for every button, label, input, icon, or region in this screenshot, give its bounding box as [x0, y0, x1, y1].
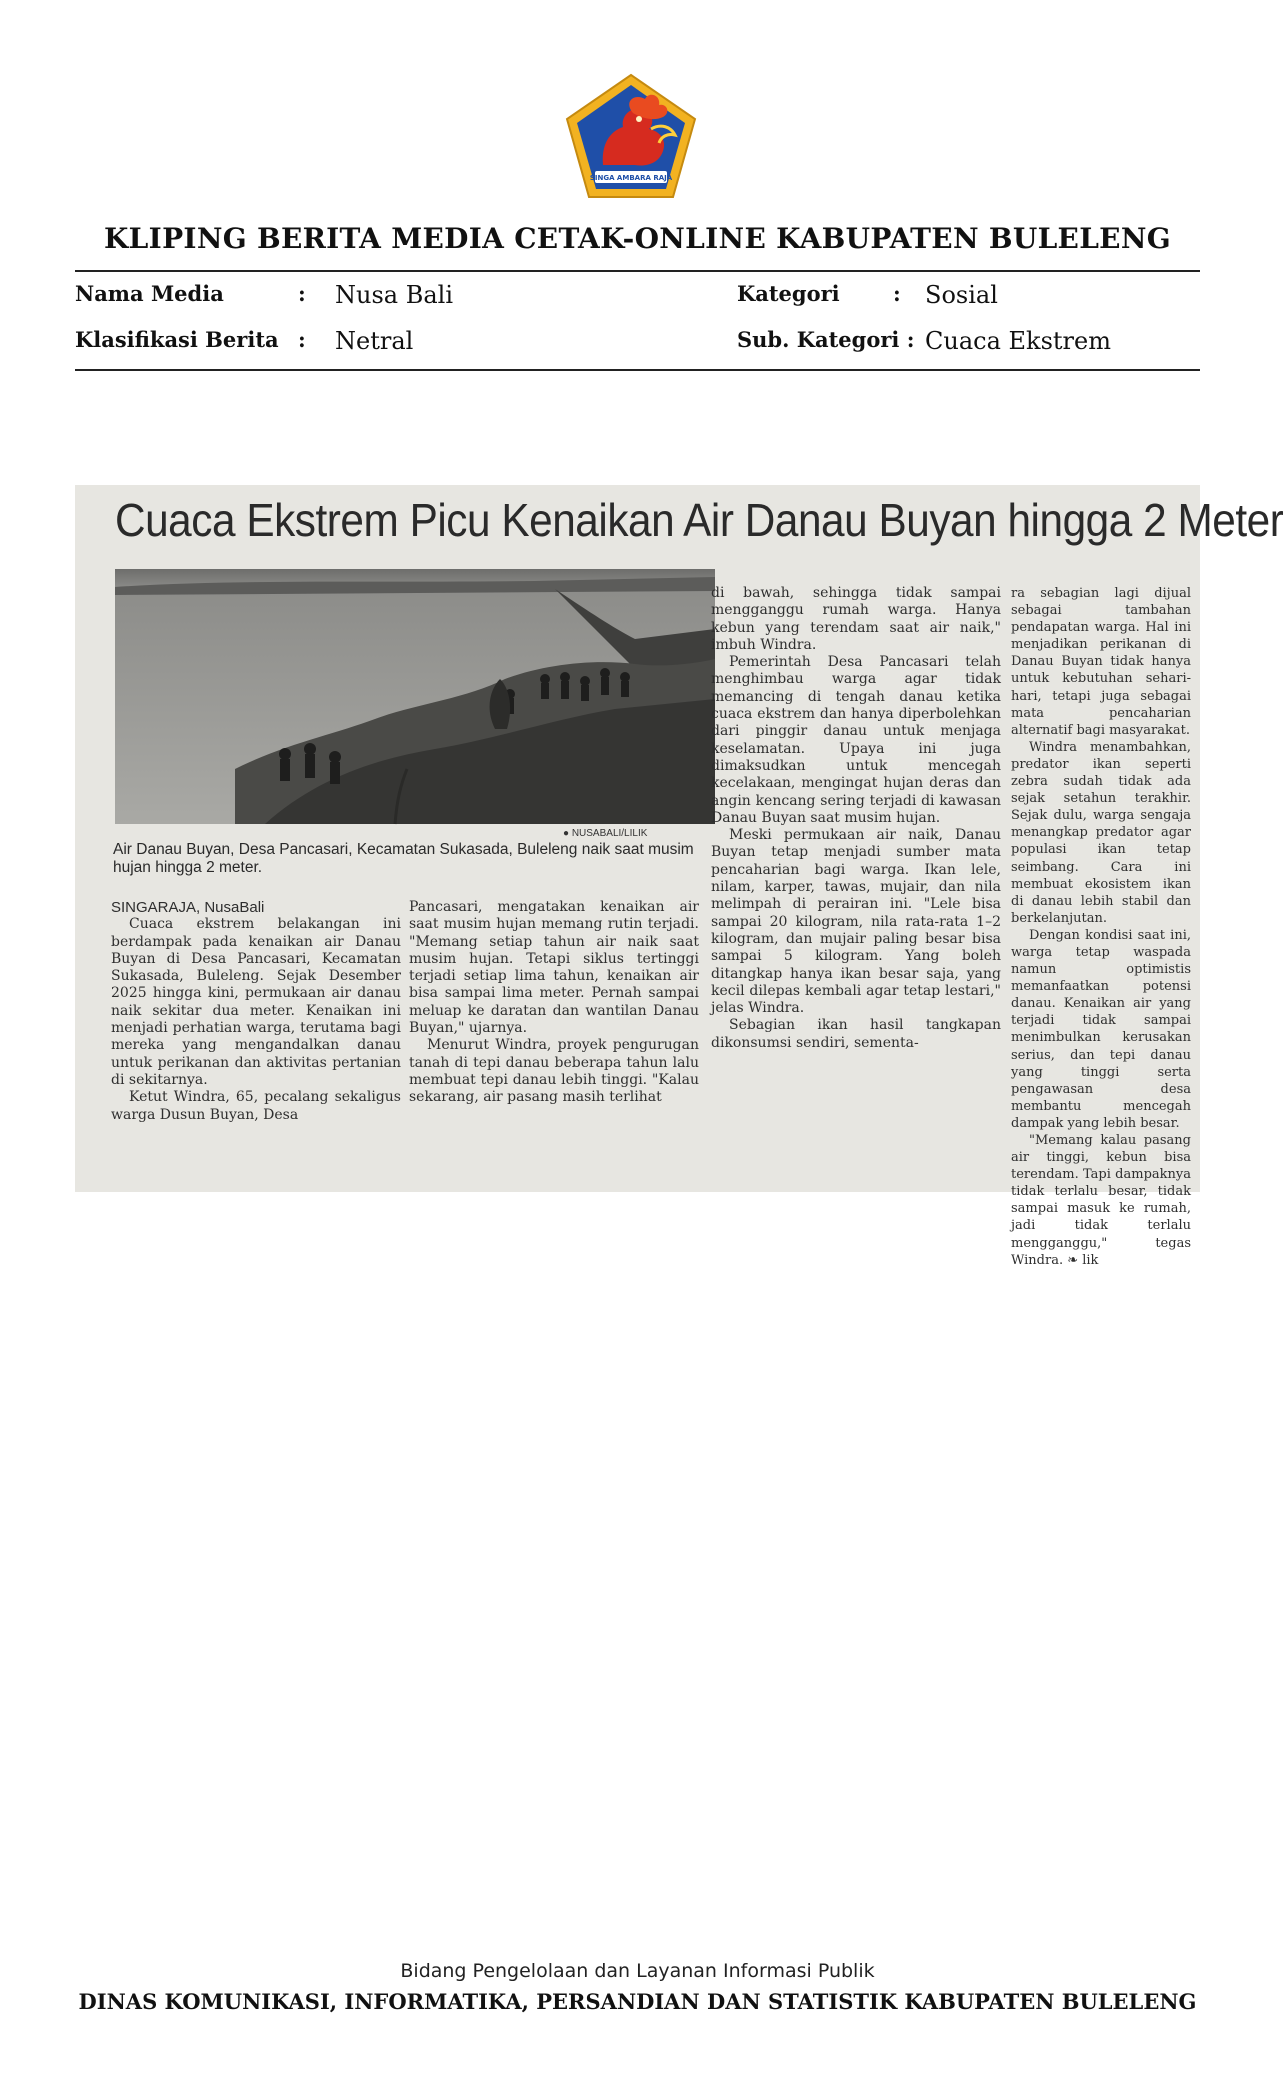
- paragraph: Cuaca ekstrem belakangan ini berdampak pada kenaikan air Danau Buyan di Desa Pancasari, Kecamatan Sukasada, Buleleng. Sejak Desember 2025 hingga kini, permukaan air danau naik sekitar dua meter. Kenaikan ini menjadi perhatian warga, terutama bagi mereka yang mengandalkan danau untuk perikanan dan aktivitas pertanian di sekitarnya.: [111, 916, 401, 1088]
- paragraph: Pancasari, mengatakan kenaikan air saat musim hujan memang rutin terjadi. "Memang setiap tahun air naik saat musim hujan. Tetapi siklus tertinggi terjadi setiap lima tahun, kenaikan air bisa sampai lima meter. Pernah sampai meluap ke daratan dan wantilan Danau Buyan," ujarnya.: [409, 899, 699, 1037]
- paragraph: Ketut Windra, 65, pecalang sekaligus warga Dusun Buyan, Desa: [111, 1089, 401, 1123]
- subcategory-label: Sub. Kategori :: [737, 327, 915, 352]
- article-column-1: [111, 899, 401, 1192]
- footer-agency: DINAS KOMUNIKASI, INFORMATIKA, PERSANDIAN DAN STATISTIK KABUPATEN BULELENG: [78, 1989, 1197, 2014]
- header-rule-bottom: [75, 369, 1200, 371]
- paragraph: ra sebagian lagi dijual sebagai tambahan pendapatan warga. Hal ini menjadikan perikanan di Danau Buyan tidak hanya untuk kebutuhan sehari-hari, tetapi juga sebagai mata pencaharian alternatif bagi masyarakat.: [1011, 586, 1191, 738]
- singa-ambara-raja-emblem-icon: [563, 73, 699, 201]
- paragraph: Pemerintah Desa Pancasari telah menghimbau warga agar tidak memancing di tengah danau ketika cuaca ekstrem dan hanya diperbolehkan dari pinggir danau untuk menjaga keselamatan. Upaya ini juga dimaksudkan untuk mencegah kecelakaan, mengingat hujan deras dan angin kencang sering terjadi di kawasan Danau Buyan saat musim hujan.: [711, 654, 1001, 826]
- paragraph: Dengan kondisi saat ini, warga tetap waspada namun optimistis memanfaatkan potensi danau. Kenaikan air yang terjadi tidak sampai menimbulkan kerusakan serius, dan tepi danau yang tinggi serta pengawasan desa membantu mencegah dampak yang lebih besar.: [1011, 927, 1191, 1131]
- classification-colon: :: [298, 327, 306, 352]
- regency-logo: [563, 73, 699, 201]
- category-colon: :: [893, 281, 901, 306]
- paragraph: "Memang kalau pasang air tinggi, kebun bisa terendam. Tapi dampaknya tidak terlalu besar, tidak sampai masuk ke rumah, jadi tidak terlalu mengganggu," tegas Windra. ❧ lik: [1011, 1133, 1191, 1268]
- photo-caption: Air Danau Buyan, Desa Pancasari, Kecamatan Sukasada, Buleleng naik saat musim hujan hingga 2 meter.: [113, 841, 694, 876]
- paragraph: Menurut Windra, proyek pengurugan tanah di tepi danau beberapa tahun lalu membuat tepi danau lebih tinggi. "Kalau sekarang, air pasang masih terlihat: [409, 1037, 699, 1106]
- paragraph: di bawah, sehingga tidak sampai mengganggu rumah warga. Hanya kebun yang terendam saat air naik," imbuh Windra.: [711, 585, 1001, 653]
- dateline: SINGARAJA, NusaBali: [111, 899, 265, 916]
- newspaper-clipping: [75, 485, 1283, 1268]
- subcategory-value: Cuaca Ekstrem: [925, 327, 1111, 355]
- article-column-4: [1011, 585, 1191, 1268]
- footer-department: Bidang Pengelolaan dan Layanan Informasi Publik: [400, 1960, 875, 1982]
- media-colon: :: [298, 281, 306, 306]
- media-label: Nama Media: [75, 281, 224, 306]
- media-value: Nusa Bali: [335, 281, 454, 309]
- paragraph: Windra menambahkan, predator ikan seperti zebra sudah tidak ada sejak setahun terakhir. Sejak dulu, warga sengaja menangkap predator agar populasi ikan tetap seimbang. Cara ini membuat ekosistem ikan di danau lebih stabil dan berkelanjutan.: [1011, 739, 1191, 926]
- article-column-3: [711, 585, 1001, 1192]
- header-rule-top: [75, 270, 1200, 272]
- category-label: Kategori: [737, 281, 840, 306]
- document-title: KLIPING BERITA MEDIA CETAK-ONLINE KABUPATEN BULELENG: [104, 222, 1171, 255]
- photo-credit: ● NUSABALI/LILIK: [563, 828, 648, 839]
- paragraph: Sebagian ikan hasil tangkapan dikonsumsi sendiri, sementa-: [711, 1017, 1001, 1051]
- article-headline: Cuaca Ekstrem Picu Kenaikan Air Danau Buyan hingga 2 Meter: [115, 494, 1283, 546]
- classification-value: Netral: [335, 327, 414, 355]
- article-column-2: [409, 899, 699, 1192]
- classification-label: Klasifikasi Berita: [75, 327, 279, 352]
- logo-motto: SINGA AMBARA RAJA: [589, 174, 673, 182]
- paragraph: Meski permukaan air naik, Danau Buyan tetap menjadi sumber mata pencaharian bagi warga. Ikan lele, nilam, karper, tawas, mujair, dan nila melimpah di perairan ini. "Lele bisa sampai 20 kilogram, nila rata-rata 1–2 kilogram, dan mujair paling besar bisa sampai 5 kilogram. Yang boleh ditangkap hanya ikan besar saja, yang kecil dilepas kembali agar tetap lestari," jelas Windra.: [711, 827, 1001, 1017]
- lake-photo: [115, 569, 715, 824]
- category-value: Sosial: [925, 281, 998, 309]
